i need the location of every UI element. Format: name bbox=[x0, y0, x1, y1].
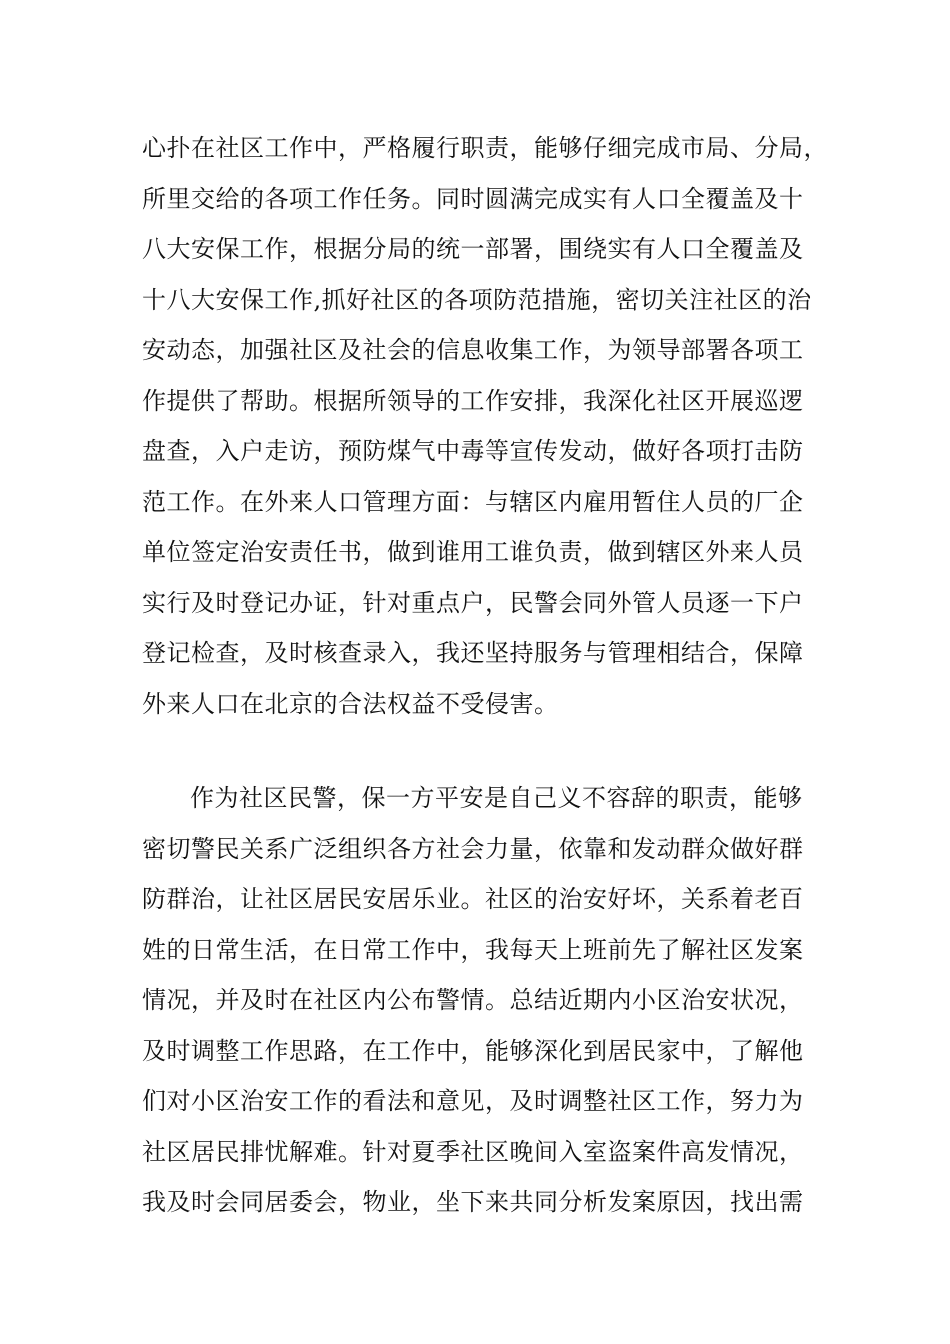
text-line: 范工作。在外来人口管理方面：与辖区内雇用暂住人员的厂企 bbox=[142, 487, 804, 516]
text-line: 防群治，让社区居民安居乐业。社区的治安好坏，关系着老百 bbox=[142, 885, 804, 913]
paragraph-2 bbox=[142, 780, 822, 1235]
text-line: 盘查，入户走访，预防煤气中毒等宣传发动，做好各项打击防 bbox=[142, 437, 804, 465]
text-line: 情况，并及时在社区内公布警情。总结近期内小区治安状况， bbox=[142, 986, 804, 1014]
text-line: 社区居民排忧解难。针对夏季社区晚间入室盗案件高发情况， bbox=[142, 1137, 804, 1166]
text-line: 心扑在社区工作中，严格履行职责，能够仔细完成市局、分局， bbox=[142, 134, 828, 162]
text-line: 作提供了帮助。根据所领导的工作安排，我深化社区开展巡逻 bbox=[142, 386, 804, 415]
text-line: 及时调整工作思路，在工作中，能够深化到居民家中，了解他 bbox=[142, 1036, 804, 1065]
text-line: 密切警民关系广泛组织各方社会力量，依靠和发动群众做好群 bbox=[142, 834, 804, 863]
text-line: 实行及时登记办证，针对重点户，民警会同外管人员逐一下户 bbox=[142, 588, 804, 617]
text-line: 外来人口在北京的合法权益不受侵害。 bbox=[142, 689, 559, 718]
text-line: 安动态，加强社区及社会的信息收集工作，为领导部署各项工 bbox=[142, 336, 804, 364]
text-line: 单位签定治安责任书，做到谁用工谁负责，做到辖区外来人员 bbox=[142, 538, 804, 566]
text-line: 姓的日常生活，在日常工作中，我每天上班前先了解社区发案 bbox=[142, 935, 804, 964]
text-line: 登记检查，及时核查录入，我还坚持服务与管理相结合，保障 bbox=[142, 639, 804, 667]
text-line: 作为社区民警，保一方平安是自己义不容辞的职责，能够 bbox=[190, 784, 803, 812]
paragraph-1 bbox=[142, 130, 828, 736]
text-line: 们对小区治安工作的看法和意见，及时调整社区工作，努力为 bbox=[142, 1087, 804, 1115]
text-line: 所里交给的各项工作任务。同时圆满完成实有人口全覆盖及十 bbox=[142, 184, 804, 213]
text-line: 八大安保工作，根据分局的统一部署，围绕实有人口全覆盖及 bbox=[142, 235, 804, 263]
text-line: 我及时会同居委会，物业，坐下来共同分析发案原因，找出需 bbox=[142, 1188, 804, 1216]
text-line: 十八大安保工作,抓好社区的各项防范措施，密切关注社区的治 bbox=[142, 285, 812, 314]
